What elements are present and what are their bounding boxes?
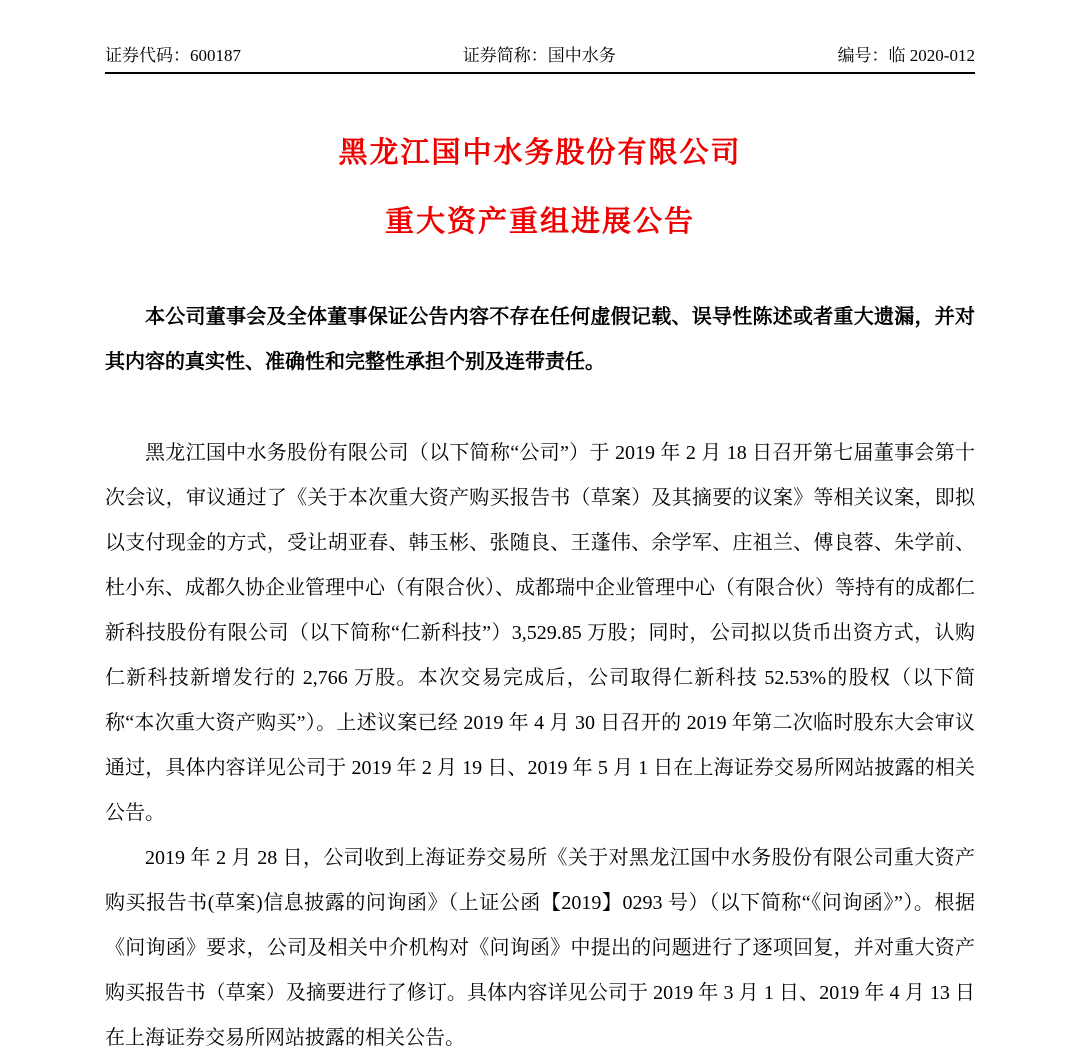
- announcement-number: 编号：临 2020-012: [837, 46, 975, 65]
- board-declaration: 本公司董事会及全体董事保证公告内容不存在任何虚假记载、误导性陈述或者重大遗漏，并对其内容的真实性、准确性和完整性承担个别及连带责任。: [105, 306, 975, 373]
- announcement-title: 重大资产重组进展公告: [384, 206, 695, 238]
- body-paragraph-1: 黑龙江国中水务股份有限公司（以下简称“公司”）于 2019 年 2 月 18 日召开第七届董事会第十次会议，审议通过了《关于本次重大资产购买报告书（草案）及其摘要的议案》等相关议案，即拟以支付现金的方式，受让胡亚春、韩玉彬、张随良、王蓬伟、余学军、庄祖兰、傅良蓉、朱学前、杜小东、成都久协企业管理中心（有限合伙）、成都瑞中企业管理中心（有限合伙）等持有的成都仁新科技股份有限公司（以下简称“仁新科技”）3,529.85 万股；同时，公司拟以货币出资方式，认购仁新科技新增发行的 2,766 万股。本次交易完成后，公司取得仁新科技 52.53%的股权（以下简称“本次重大资产购买”）。上述议案已经 2019 年 4 月 30 日召开的 2019 年第二次临时股东大会审议通过，具体内容详见公司于 2019 年 2 月 19 日、2019 年 5 月 1 日在上海证券交易所网站披露的相关公告。: [105, 442, 975, 824]
- doc-header: [105, 45, 975, 74]
- company-title: 黑龙江国中水务股份有限公司: [338, 137, 742, 169]
- stock-code: 证券代码：600187: [105, 46, 241, 65]
- stock-short-name: 证券简称：国中水务: [462, 46, 616, 65]
- body-paragraph-2: 2019 年 2 月 28 日，公司收到上海证券交易所《关于对黑龙江国中水务股份有限公司重大资产购买报告书(草案)信息披露的问询函》（上证公函【2019】0293 号）（以下简称“《问询函》”）。根据《问询函》要求，公司及相关中介机构对《问询函》中提出的问题进行了逐项回复，并对重大资产购买报告书（草案）及摘要进行了修订。具体内容详见公司于 2019 年 3 月 1 日、2019 年 4 月 13 日在上海证券交易所网站披露的相关公告。: [105, 847, 975, 1049]
